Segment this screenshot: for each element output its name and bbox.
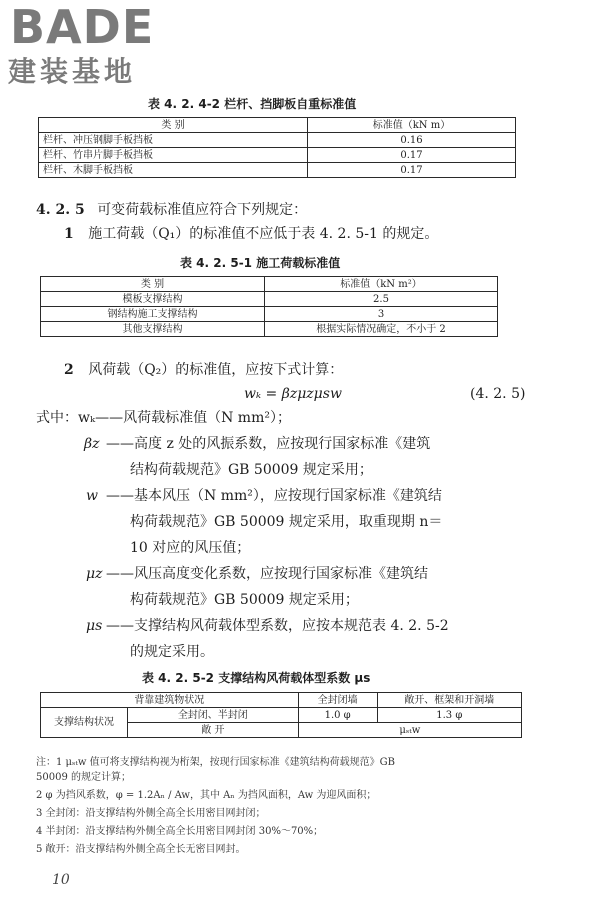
table1-cell: 栏杆、木脚手板挡板 [39,163,308,178]
table1-cell: 0.17 [308,148,516,163]
table-row [41,693,522,708]
table2-cell: 3 [265,307,498,322]
table3-cell: 全封闭、半封闭 [128,708,299,723]
item-number: 2 [64,362,74,378]
table3-header-back: 背靠建筑物状况 [41,693,299,708]
where-desc-mus-1: ——支撑结构风荷载体型系数，应按本规范表 4. 2. 5-2 [106,618,449,634]
table2-header-value: 标准值（kN m²） [265,277,498,292]
note-line: 4 半封闭：沿支撑结构外侧全高全长用密目网封闭 30%～70%； [36,826,324,837]
item-text: 风荷载（Q₂）的标准值，应按下式计算： [88,362,344,378]
table-row [39,163,516,178]
table3-header-open: 敞开、框架和开洞墙 [377,693,521,708]
table-row [41,307,498,322]
table1-caption: 表 4. 2. 4-2 栏杆、挡脚板自重标准值 [148,97,357,111]
where-desc-muz-1: ——风压高度变化系数，应按现行国家标准《建筑结 [106,566,428,582]
table2 [40,276,498,337]
table-row [39,118,516,133]
table-row [41,277,498,292]
where-desc-w-1: ——基本风压（N mm²），应按现行国家标准《建筑结 [106,488,442,504]
table1-header-category: 类 别 [39,118,308,133]
table3-caption: 表 4. 2. 5-2 支撑结构风荷载体型系数 μs [142,671,371,685]
table3-cell: 1.0 φ [298,708,377,723]
note-line: 3 全封闭：沿支撑结构外侧全高全长用密目网封闭； [36,808,266,819]
table-row [41,708,522,723]
item-text: 施工荷载（Q₁）的标准值不应低于表 4. 2. 5-1 的规定。 [88,226,439,242]
where-symbol: 式中：wₖ [36,410,96,426]
table2-cell: 模板支撑结构 [41,292,265,307]
table1-cell: 栏杆、冲压钢脚手板挡板 [39,133,308,148]
table2-caption: 表 4. 2. 5-1 施工荷载标准值 [180,256,341,270]
table3-cell: 1.3 φ [377,708,521,723]
item-1 [64,222,438,246]
note-line: 50009 的规定计算； [36,772,131,783]
table2-cell: 钢结构施工支撑结构 [41,307,265,322]
where-desc-muz-2: 构荷载规范》GB 50009 规定采用； [130,592,359,608]
table2-header-category: 类 别 [41,277,265,292]
brand-logo: BADE [10,0,155,54]
note-line: 5 敞开：沿支撑结构外侧全高全长无密目网封。 [36,844,246,855]
where-desc-w-3: 10 对应的风压值； [130,540,251,556]
where-desc-mus-2: 的规定采用。 [130,644,214,660]
where-symbol-betaz: βz [84,436,100,452]
table1-cell: 0.16 [308,133,516,148]
where-desc: ——风荷载标准值（N mm²）； [95,410,291,426]
table3 [40,692,522,738]
where-symbol-w: w [86,488,98,504]
table1-cell: 0.17 [308,163,516,178]
item-2 [64,358,343,382]
item-number: 1 [64,226,74,242]
table2-cell: 根据实际情况确定，不小于 2 [265,322,498,337]
table3-cell: 敞 开 [128,723,299,738]
where-wk [36,406,291,430]
where-symbol-mus: μs [86,618,103,634]
table1-cell: 栏杆、竹串片脚手板挡板 [39,148,308,163]
table3-cell: μₛₜw [298,723,521,738]
table2-cell: 其他支撑结构 [41,322,265,337]
table-row [39,148,516,163]
table3-header-closed: 全封闭墙 [298,693,377,708]
table-row [41,292,498,307]
page-number: 10 [52,872,70,888]
table-row [39,133,516,148]
section-text: 可变荷载标准值应符合下列规定： [97,202,308,218]
where-desc-betaz-2: 结构荷载规范》GB 50009 规定采用； [130,462,373,478]
where-desc-betaz-1: ——高度 z 处的风振系数，应按现行国家标准《建筑 [106,436,431,452]
where-desc-w-2: 构荷载规范》GB 50009 规定采用，取重现期 n＝ [130,514,443,530]
table3-row-header: 支撑结构状况 [41,708,128,738]
note-line: 注：1 μₛₜw 值可将支撑结构视为桁架，按现行国家标准《建筑结构荷载规范》GB [36,757,395,768]
table1 [38,117,516,178]
note-line: 2 φ 为挡风系数，φ = 1.2Aₙ / Aw，其中 Aₙ 为挡风面积，Aw 为迎风面积； [36,790,377,801]
formula: wₖ = βzμzμsw [244,386,342,402]
table1-header-value: 标准值（kN m） [308,118,516,133]
table2-cell: 2.5 [265,292,498,307]
where-symbol-muz: μz [86,566,103,582]
section-4-2-5 [36,198,307,222]
section-number: 4. 2. 5 [36,202,85,218]
brand-subtitle: 建装基地 [8,55,137,88]
formula-number: (4. 2. 5) [470,386,526,402]
table-row [41,322,498,337]
